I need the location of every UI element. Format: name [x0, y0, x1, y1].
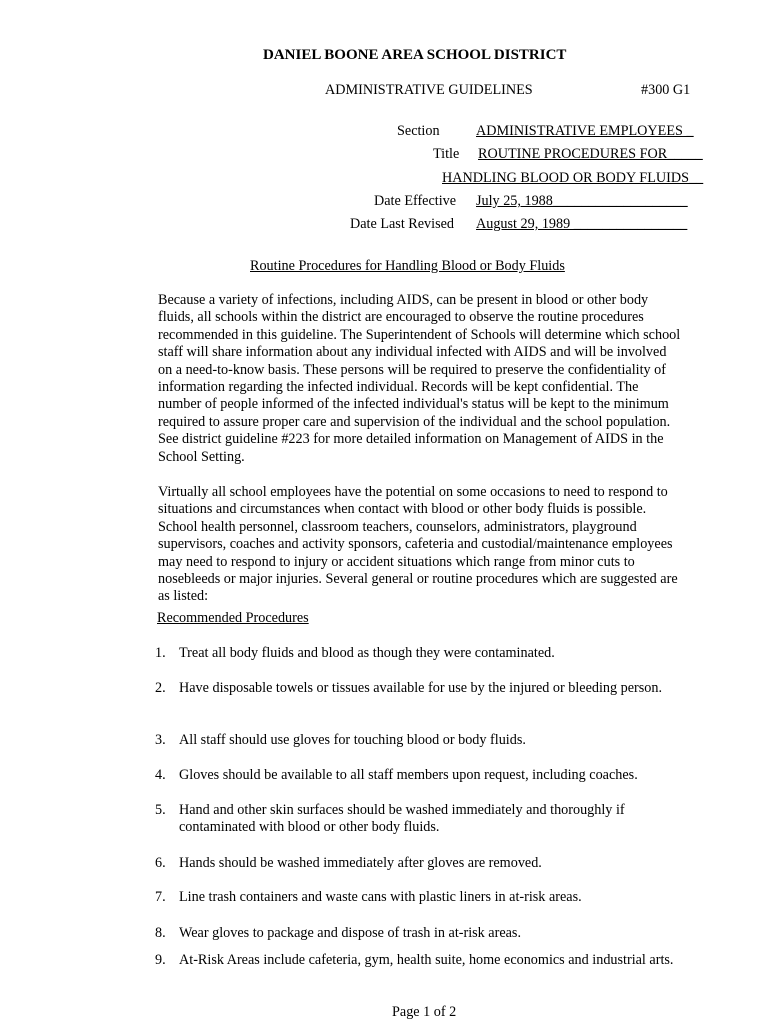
- procedure-number: 9.: [155, 952, 166, 968]
- district-title: DANIEL BOONE AREA SCHOOL DISTRICT: [263, 47, 567, 63]
- section-label: Section: [397, 123, 440, 139]
- procedure-text: At-Risk Areas include cafeteria, gym, health suite, home economics and industrial arts.: [179, 952, 674, 968]
- procedure-text: Have disposable towels or tissues available for use by the injured or bleeding person.: [179, 680, 663, 696]
- procedure-text: All staff should use gloves for touching blood or body fluids.: [179, 732, 526, 748]
- procedure-text: Gloves should be available to all staff members upon request, including coaches.: [179, 767, 638, 783]
- procedure-text: Hand and other skin surfaces should be washed immediately and thoroughly if contaminated with blood or other body fluids.: [179, 802, 625, 836]
- title-label: Title: [433, 146, 460, 162]
- page-number: Page 1 of 2: [392, 1004, 457, 1020]
- procedure-number: 6.: [155, 855, 166, 871]
- responsibility-paragraph: Virtually all school employees have the potential on some occasions to need to respond to situations and circumstances when contact with blood or other body fluids is possible. School health personnel, classroom teachers, counselors, administrators, playground supervisors, coaches and activity sponsors, cafeteria and custodial/maintenance employees may need to respond to injury or accident situations which range from minor cuts to nosebleeds or major injuries. Several general or routine procedures which are suggested are as listed:: [158, 484, 678, 605]
- date-revised-value: August 29, 1989 ________________: [476, 216, 688, 232]
- procedure-number: 8.: [155, 925, 166, 941]
- date-effective-value: July 25, 1988___________________: [476, 193, 688, 209]
- doc-type: ADMINISTRATIVE GUIDELINES: [325, 82, 533, 98]
- title-value-line2: HANDLING BLOOD OR BODY FLUIDS__: [442, 170, 704, 186]
- procedure-text: Wear gloves to package and dispose of trash in at-risk areas.: [179, 925, 521, 941]
- procedure-number: 4.: [155, 767, 166, 783]
- title-value-line1: ROUTINE PROCEDURES FOR_____: [478, 146, 703, 162]
- procedure-text: Line trash containers and waste cans with plastic liners in at-risk areas.: [179, 889, 582, 905]
- procedure-number: 3.: [155, 732, 166, 748]
- procedure-number: 2.: [155, 680, 166, 696]
- procedure-number: 7.: [155, 889, 166, 905]
- doc-number: #300 G1: [641, 82, 691, 98]
- date-revised-label: Date Last Revised: [350, 216, 455, 232]
- date-effective-label: Date Effective: [374, 193, 457, 209]
- intro-paragraph: Because a variety of infections, including AIDS, can be present in blood or other body fluids, all schools within the district are encouraged to observe the routine procedures recommended in this guideline. The Superintendent of Schools will determine which school staff will share information about any individual infected with AIDS and will be involved on a need-to-know basis. These persons will be required to preserve the confidentiality of information regarding the infected individual. Records will be kept confidential. The number of people informed of the infected individual's status will be kept to the minimum required to assure proper care and supervision of the individual and the school population. See district guideline #223 for more detailed information on Management of AIDS in the School Setting.: [158, 292, 681, 465]
- recommended-heading: Recommended Procedures: [157, 610, 309, 626]
- procedure-number: 1.: [155, 645, 166, 661]
- procedure-text: Hands should be washed immediately after gloves are removed.: [179, 855, 542, 871]
- section-value: ADMINISTRATIVE EMPLOYEES _: [476, 123, 694, 139]
- procedure-text: Treat all body fluids and blood as though they were contaminated.: [179, 645, 555, 661]
- document-heading: Routine Procedures for Handling Blood or Body Fluids: [250, 258, 565, 274]
- procedure-number: 5.: [155, 802, 166, 818]
